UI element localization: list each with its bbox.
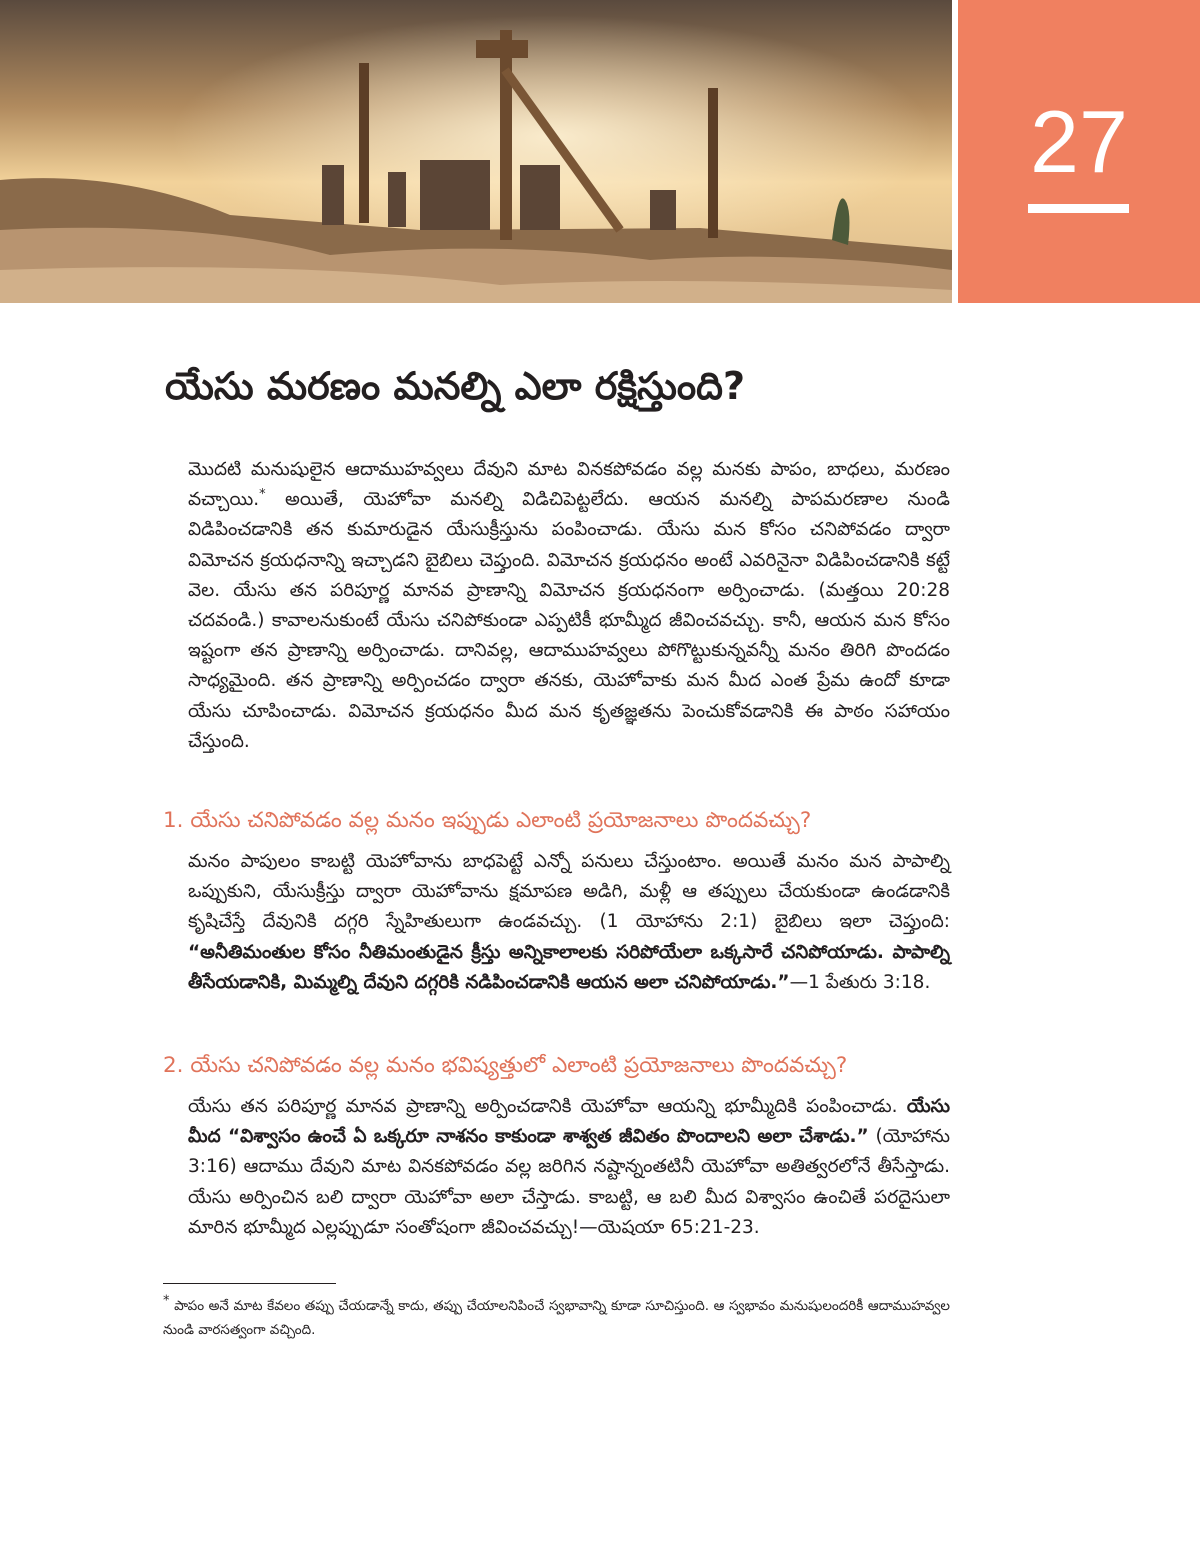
intro-text-2: అయితే, యెహోవా మనల్ని విడిచిపెట్టలేదు. ఆయన మనల్ని పాపమరణాల నుండి విడిపించడానికి తన కుమారుడైన యేసుక్రీస్తును పంపించాడు. యేసు మన కోసం చనిపోవడం ద్వారా విమోచన క్రయధనాన్ని ఇచ్చాడని బైబిలు చెప్తుంది. విమోచన క్రయధనం అంటే ఎవరినైనా విడిపించడానికి కట్టే వెల. యేసు తన పరిపూర్ణ మానవ ప్రాణాన్ని విమోచన క్రయధనంగా అర్పించాడు. (మత్తయి 20:28 చదవండి.) కావాలనుకుంటే యేసు చనిపోకుండా ఎప్పటికీ భూమ్మీద జీవించవచ్చు. కానీ, ఆయన మన కోసం ఇష్టంగా తన ప్రాణాన్ని అర్పించాడు. దానివల్ల, ఆదాముహవ్వలు పోగొట్టుకున్నవన్నీ మనం తిరిగి పొందడం సాధ్యమైంది. తన ప్రాణాన్ని అర్పించడం ద్వారా తనకు, యెహోవాకు మన మీద ఎంత ప్రేమ ఉందో కూడా యేసు చూపించాడు. విమోచన క్రయధనం మీద మన కృతజ్ఞతను పెంచుకోవడానికి ఈ పాఠం సహాయం చేస్తుంది. (188, 489, 950, 752)
intro-paragraph (188, 455, 950, 757)
crucifixion-illustration (0, 0, 952, 303)
lesson-number: 27 (1030, 92, 1128, 191)
question-2-heading: 2. యేసు చనిపోవడం వల్ల మనం భవిష్యత్తులో ఎలాంటి ప్రయోజనాలు పొందవచ్చు? (163, 1053, 848, 1078)
footnote-reference[interactable]: * (259, 487, 266, 503)
answer-2-rest: (యోహాను 3:16) ఆదాము దేవుని మాట వినకపోవడం వల్ల జరిగిన నష్టాన్నంతటినీ యెహోవా అతిత్వరలోనే తీసేస్తాడు. యేసు అర్పించిన బలి ద్వారా యెహోవా అలా చేస్తాడు. కాబట్టి, ఆ బలి మీద విశ్వాసం ఉంచితే పరదైసులా మారిన భూమ్మీద ఎల్లప్పుడూ సంతోషంగా జీవించవచ్చు!—యెషయా 65:21-23. (188, 1126, 950, 1238)
footnote-mark: * (163, 1293, 170, 1309)
answer-1-citation: —1 పేతురు 3:18. (789, 971, 931, 993)
answer-1-text: మనం పాపులం కాబట్టి యెహోవాను బాధపెట్టే ఎన్నో పనులు చేస్తుంటాం. అయితే మనం మన పాపాల్ని ఒప్పుకుని, యేసుక్రీస్తు ద్వారా యెహోవాను క్షమాపణ అడిగి, మళ్లీ ఆ తప్పులు చేయకుండా ఉండడానికి కృషిచేస్తే దేవునికి దగ్గరి స్నేహితులుగా ఉండవచ్చు. (1 యోహాను 2:1) బైబిలు ఇలా చెప్తుంది: (188, 851, 950, 933)
question-1-heading: 1. యేసు చనిపోవడం వల్ల మనం ఇప్పుడు ఎలాంటి ప్రయోజనాలు పొందవచ్చు? (163, 808, 812, 833)
answer-2-quote: యేసు మీద “విశ్వాసం ఉంచే ఏ ఒక్కరూ నాశనం కాకుండా శాశ్వత జీవితం పొందాలని అలా చేశాడు.” (188, 1096, 950, 1148)
footnote-divider (163, 1283, 336, 1284)
answer-1-quote: “అనీతిమంతుల కోసం నీతిమంతుడైన క్రీస్తు అన్నికాలాలకు సరిపోయేలా ఒక్కసారే చనిపోయాడు. పాపాల్ని తీసేయడానికి, మిమ్మల్ని దేవుని దగ్గరికి నడిపించడానికి ఆయన అలా చనిపోయాడు.” (188, 941, 950, 993)
lesson-number-badge (958, 0, 1200, 303)
question-2-answer (188, 1092, 950, 1243)
question-1-answer (188, 847, 950, 998)
answer-2-text: యేసు తన పరిపూర్ణ మానవ ప్రాణాన్ని అర్పించడానికి యెహోవా ఆయన్ని భూమ్మీదికి పంపించాడు. (188, 1096, 907, 1117)
lesson-number-underline (1028, 204, 1129, 213)
footnote-text: పాపం అనే మాట కేవలం తప్పు చేయడాన్నే కాదు, తప్పు చేయాలనిపించే స్వభావాన్ని కూడా సూచిస్తుంది. ఆ స్వభావం మనుషులందరికీ ఆదాముహవ్వల నుండి వారసత్వంగా వచ్చింది. (163, 1298, 950, 1338)
page-title: యేసు మరణం మనల్ని ఎలా రక్షిస్తుంది? (165, 364, 746, 408)
footnote (163, 1294, 950, 1342)
intro-text-1: మొదటి మనుషులైన ఆదాముహవ్వలు దేవుని మాట వినకపోవడం వల్ల మనకు పాపం, బాధలు, మరణం వచ్చాయి. (188, 459, 950, 511)
